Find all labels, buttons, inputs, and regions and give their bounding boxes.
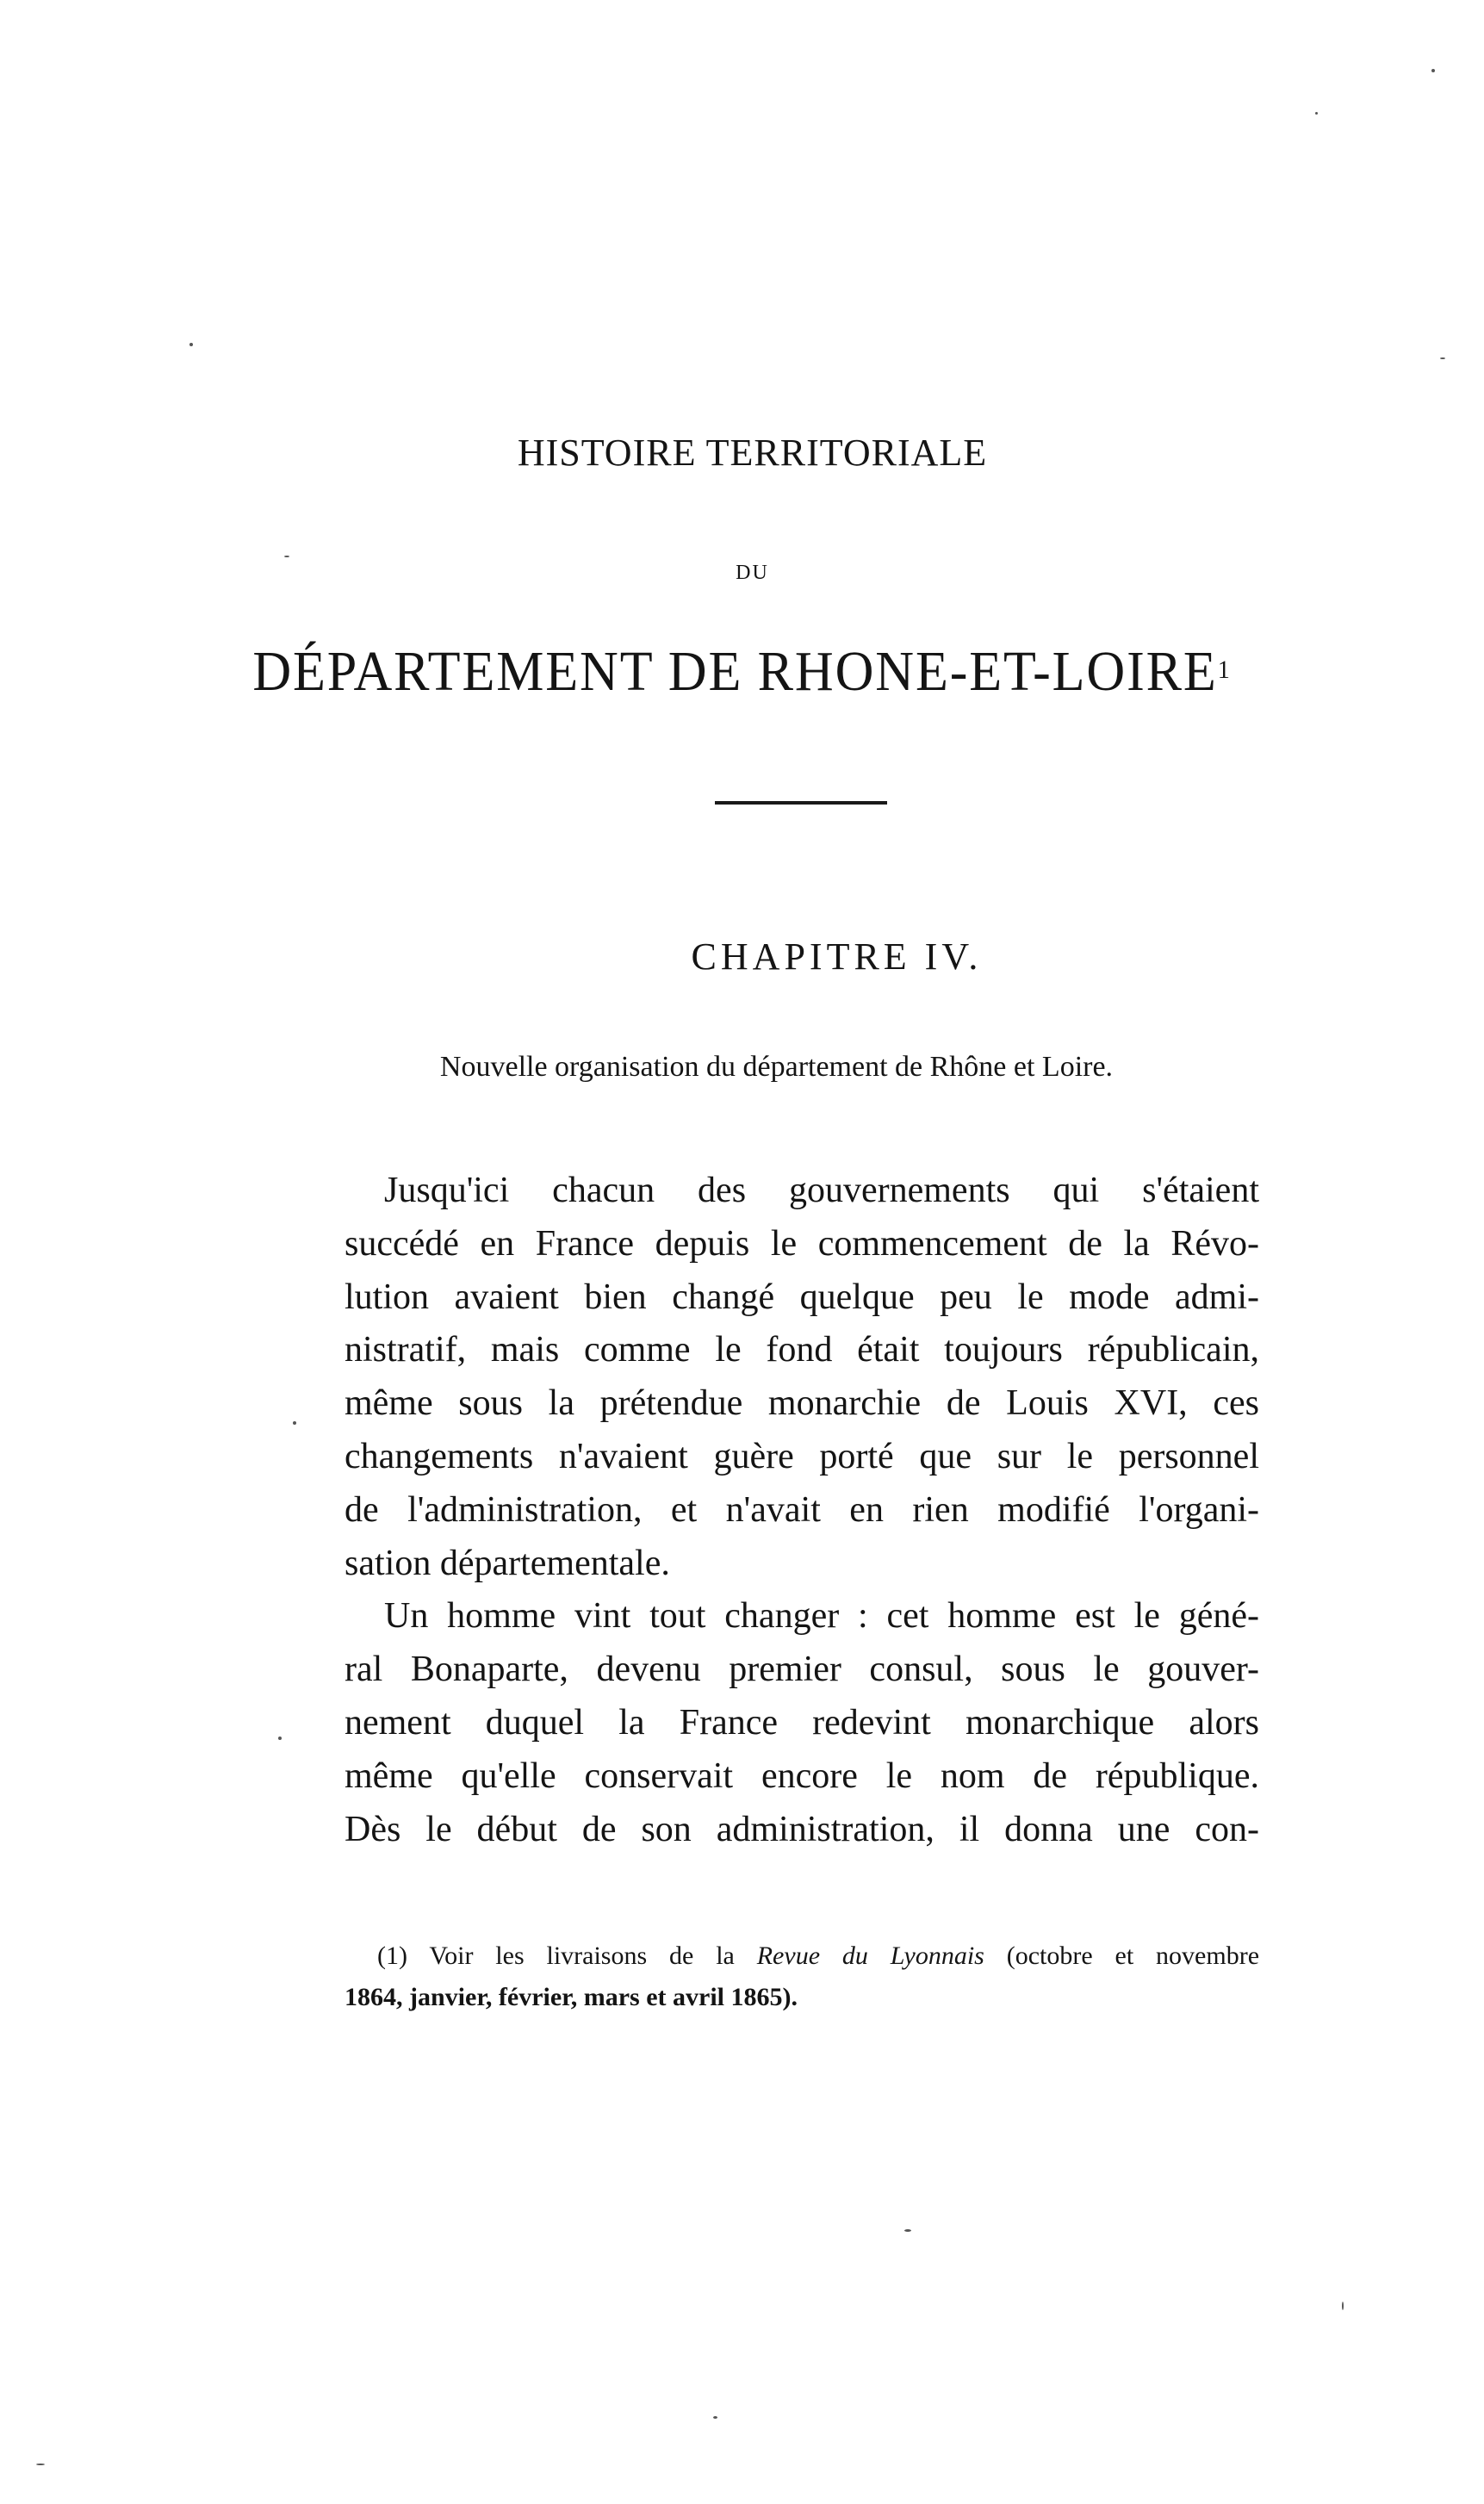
footnote-text-before: Voir les livraisons de la	[429, 1942, 735, 1970]
scan-speck	[36, 2464, 45, 2465]
chapter-heading: CHAPITRE IV.	[691, 935, 983, 978]
scan-speck	[293, 1421, 296, 1425]
footnote-journal: Revue du Lyonnais	[756, 1942, 984, 1970]
paragraph-1	[345, 1165, 1259, 1590]
text-line: lution avaient bien changé quelque peu le mode admi-	[345, 1277, 1259, 1317]
scan-speck	[713, 2416, 717, 2419]
series-title: HISTOIRE TERRITORIALE	[517, 432, 988, 474]
footnote-text-after: (octobre et novembre	[1006, 1942, 1260, 1970]
text-line: même sous la prétendue monarchie de Louis XVI, ces	[345, 1383, 1259, 1424]
footnote-marker: (1)	[377, 1942, 407, 1970]
footnote-line-2: 1864, janvier, février, mars et avril 1865).	[345, 1983, 798, 2011]
text-line: Dès le début de son administration, il donna une con-	[345, 1809, 1259, 1849]
text-line: Jusqu'ici chacun des gouvernements qui s'étaient	[384, 1171, 1259, 1210]
paragraph-2	[345, 1590, 1259, 1856]
text-line: de l'administration, et n'avait en rien modifié l'organi-	[345, 1489, 1259, 1530]
title-divider	[715, 801, 887, 805]
text-line: nistratif, mais comme le fond était toujours républicain,	[345, 1330, 1259, 1370]
text-line: nement duquel la France redevint monarchique alors	[345, 1702, 1259, 1743]
body-text	[345, 1165, 1259, 1856]
footnote-line	[377, 1935, 1259, 1977]
text-line: Un homme vint tout changer : cet homme est le géné-	[384, 1596, 1259, 1637]
page-title	[45, 639, 1440, 705]
scan-speck	[904, 2229, 911, 2232]
scan-speck	[1440, 357, 1445, 359]
title-connector: DU	[736, 562, 769, 584]
text-line: sation départementale.	[345, 1543, 670, 1583]
scan-speck	[284, 556, 289, 557]
text-line: ral Bonaparte, devenu premier consul, sous le gouver-	[345, 1650, 1259, 1690]
title-footnote-marker: 1	[1217, 656, 1232, 684]
scan-speck	[189, 343, 193, 346]
page-title-text: DÉPARTEMENT DE RHONE-ET-LOIRE	[252, 640, 1218, 703]
text-line: succédé en France depuis le commencement de la Révo-	[345, 1223, 1259, 1264]
scan-speck	[1342, 2302, 1344, 2310]
scan-speck	[278, 1737, 282, 1740]
footnote	[345, 1935, 1260, 2018]
text-line: changements n'avaient guère porté que sur le personnel	[345, 1436, 1259, 1476]
chapter-subtitle: Nouvelle organisation du département de Rhône et Loire.	[439, 1051, 1114, 1083]
scan-speck	[1315, 112, 1318, 115]
scan-speck	[1431, 69, 1435, 72]
text-line: même qu'elle conservait encore le nom de république.	[345, 1755, 1259, 1796]
